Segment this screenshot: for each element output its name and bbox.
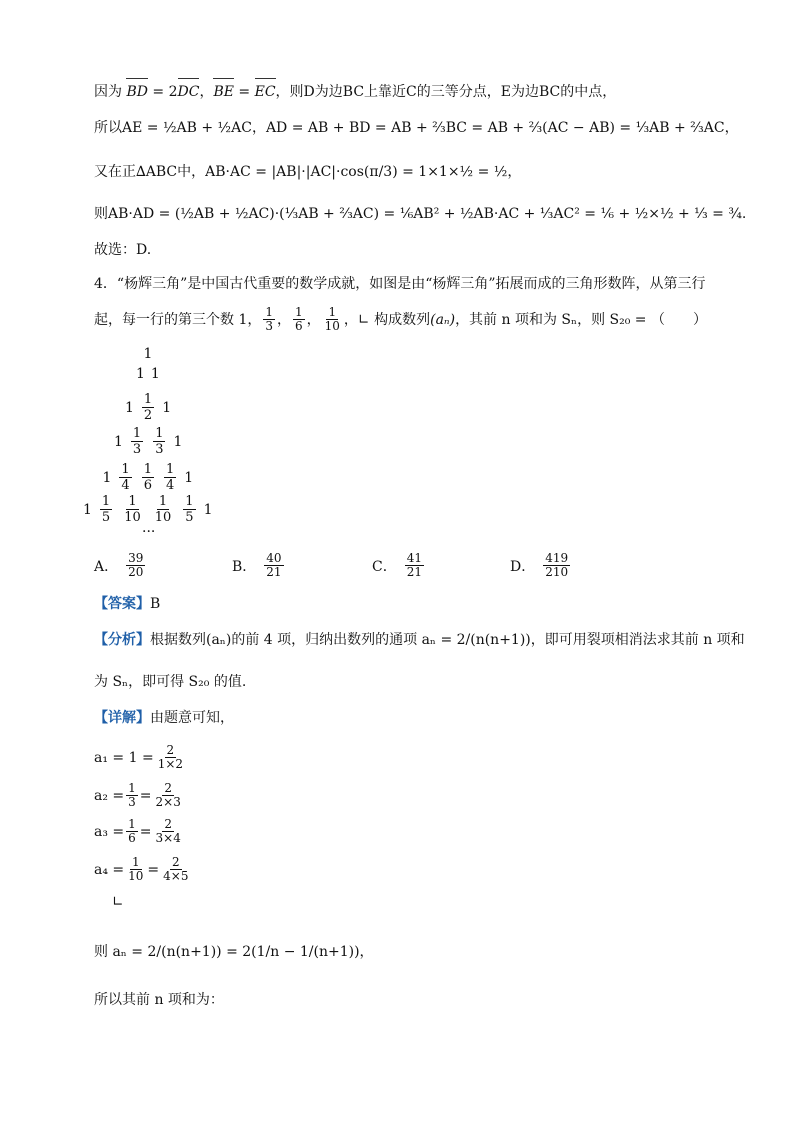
choice-b-fraction <box>264 552 283 579</box>
triangle-row-4 <box>114 426 182 457</box>
text-conclusion: ，则D为边BC上靠近C的三等分点，E为边BC的中点， <box>275 84 617 100</box>
triangle-ellipsis: ··· <box>142 524 156 540</box>
triangle-row-3 <box>125 392 171 423</box>
comma: ， <box>306 311 321 328</box>
solution-line-1 <box>94 82 616 102</box>
denominator: 210 <box>545 565 569 579</box>
triangle-cell: 1 <box>114 433 123 450</box>
answer-value: B <box>150 596 161 612</box>
detail-a4 <box>94 856 192 883</box>
triangle-cell: $\frac{1}{4}$ <box>165 462 175 493</box>
vector-be: BE <box>213 84 234 100</box>
text-in-triangle: 又在正∆ABC中， <box>94 164 206 180</box>
a4-mid-fraction <box>126 856 145 883</box>
eq-sign: = 2 <box>147 84 178 100</box>
equals: = <box>139 787 152 804</box>
text-then: 则 <box>94 206 108 222</box>
question-4-line-2 <box>94 306 707 333</box>
triangle-cell: 1 <box>173 433 183 450</box>
triangle-cell: $\frac{1}{10}$ <box>154 494 172 525</box>
vector-dc: DC <box>177 84 200 100</box>
a3-fraction <box>154 818 183 845</box>
triangle-cell: 1 <box>162 399 172 416</box>
denominator: 2×3 <box>155 795 181 809</box>
triangle-cell: 1 <box>136 366 145 382</box>
triangle-cell: 1 <box>203 501 213 518</box>
triangle-cell: 1 <box>102 469 112 486</box>
detail-tag: 【详解】 <box>94 710 150 726</box>
choice-c[interactable] <box>372 552 426 579</box>
fraction-1-6: $\frac{1}{6}$ <box>295 305 303 333</box>
eq-sign-2: = <box>233 84 255 100</box>
denominator: 6 <box>128 831 136 845</box>
choice-c-label: C． <box>372 558 397 575</box>
analysis-text-1: 根据数列(aₙ)的前 4 项，归纳出数列的通项 aₙ = 2/(n(n+1))，即可用裂项相消法求其前 n 项和 <box>150 632 745 648</box>
question-4-line-1 <box>94 274 706 294</box>
numerator: 419 <box>545 551 569 565</box>
general-term-equation: 则 aₙ = 2/(n(n+1)) = 2(1/n − 1/(n+1))， <box>94 944 374 960</box>
text-choose-d: 故选：D. <box>94 242 152 258</box>
choice-b-label: B． <box>232 558 257 575</box>
numerator: 2 <box>172 855 180 869</box>
numerator: 1 <box>128 781 136 795</box>
triangle-cell: $\frac{1}{2}$ <box>143 392 153 423</box>
choice-a[interactable] <box>94 552 147 579</box>
triangle-row-2 <box>136 366 160 382</box>
text-because: 因为 <box>94 84 122 100</box>
a2-mid-fraction <box>126 782 138 809</box>
question-4-text: 4．“杨辉三角”是中国古代重要的数学成就，如图是由“杨辉三角”拓展而成的三角形数阵，从第三行 <box>94 276 706 292</box>
denominator: 20 <box>128 565 144 579</box>
a1-lhs: a₁ = 1 = <box>94 749 154 766</box>
solution-line-4 <box>94 204 746 224</box>
separator: ， <box>199 84 214 100</box>
triangle-cell: 1 <box>150 366 160 382</box>
triangle-row-5 <box>103 462 194 493</box>
question-4-text-4: ，其前 n 项和为 Sₙ，则 S₂₀ = （ ） <box>455 311 707 328</box>
a4-fraction <box>161 856 190 883</box>
triangle-cell: $\frac{1}{5}$ <box>101 494 111 525</box>
a2-lhs: a₂ = <box>94 787 125 804</box>
final-text: 所以其前 n 项和为： <box>94 992 224 1008</box>
denominator: 1×2 <box>157 757 184 771</box>
general-term-line <box>94 942 374 962</box>
answer-tag: 【答案】 <box>94 596 150 612</box>
numerator: 40 <box>266 551 282 565</box>
question-4-text-2: 起，每一行的第三个数 1， <box>94 311 262 328</box>
question-4-text-3: ，∟ 构成数列 <box>343 311 431 328</box>
numerator: 1 <box>131 855 140 869</box>
solution-line-3 <box>94 162 521 182</box>
equation-dot-product: AB·AC = |AB|·|AC|·cos(π/3) = 1×1×½ = ½， <box>205 164 522 180</box>
triangle-cell: 1 <box>125 399 134 416</box>
triangle-cell: $\frac{1}{3}$ <box>155 426 164 457</box>
detail-a3 <box>94 818 185 845</box>
detail-dots <box>112 892 124 912</box>
numerator: 2 <box>166 743 175 757</box>
denominator: 10 <box>128 869 144 883</box>
analysis-text-2: 为 Sₙ，即可得 S₂₀ 的值. <box>94 674 247 690</box>
text-so: 所以 <box>94 120 122 136</box>
detail-a1 <box>94 744 187 771</box>
vector-ec: EC <box>254 84 276 100</box>
triangle-cell: $\frac{1}{6}$ <box>143 462 152 493</box>
denominator: 4×5 <box>163 869 189 883</box>
detail-text: 由题意可知， <box>150 710 234 726</box>
analysis-tag: 【分析】 <box>94 632 150 648</box>
fraction-1-3: $\frac{1}{3}$ <box>265 305 273 333</box>
a4-lhs: a₄ = <box>94 861 125 878</box>
solution-line-2 <box>94 118 739 138</box>
a1-fraction <box>156 744 185 771</box>
choice-b[interactable] <box>232 552 286 579</box>
analysis-line-2 <box>94 672 246 692</box>
detail-line <box>94 708 234 728</box>
numerator: 2 <box>164 817 172 831</box>
choice-c-fraction <box>405 552 424 579</box>
triangle-cell: $\frac{1}{5}$ <box>185 494 194 525</box>
numerator: 1 <box>128 817 136 831</box>
triangle-cell: $\frac{1}{4}$ <box>121 462 130 493</box>
denominator: 21 <box>266 565 282 579</box>
choice-d[interactable] <box>510 552 572 579</box>
final-line <box>94 990 224 1010</box>
triangle-row-1 <box>144 346 153 362</box>
fraction-1-10: $\frac{1}{10}$ <box>324 305 340 333</box>
a3-lhs: a₃ = <box>94 823 125 840</box>
a3-mid-fraction <box>126 818 138 845</box>
equation-ab-ad: AB·AD = (½AB + ½AC)·(⅓AB + ⅔AC) = ⅙AB² + ½AB·AC + ⅓AC² = ⅙ + ½×½ + ⅓ = ¾. <box>108 206 747 222</box>
continuation-mark: ∟ <box>112 894 124 910</box>
triangle-cell: 1 <box>143 346 153 362</box>
numerator: 41 <box>406 551 422 565</box>
triangle-cell: 1 <box>83 501 92 518</box>
triangle-cell: $\frac{1}{3}$ <box>132 426 142 457</box>
comma: ， <box>277 311 291 328</box>
choice-a-fraction <box>126 552 145 579</box>
equals: = <box>139 823 152 840</box>
equation-ae-ad: AE = ½AB + ½AC，AD = AB + BD = AB + ⅔BC = AB + ⅔(AC − AB) = ⅓AB + ⅔AC， <box>122 120 739 136</box>
choose-answer-line <box>94 240 151 260</box>
numerator: 39 <box>128 551 144 565</box>
sequence-an: (aₙ) <box>430 311 456 328</box>
choice-d-fraction <box>543 552 570 579</box>
vector-bd: BD <box>126 84 148 100</box>
denominator: 3×4 <box>155 831 181 845</box>
a2-fraction <box>154 782 183 809</box>
detail-a2 <box>94 782 185 809</box>
analysis-line-1 <box>94 630 745 650</box>
choice-a-label: A． <box>94 558 119 575</box>
equals: = <box>147 861 160 878</box>
denominator: 3 <box>128 795 136 809</box>
answer-line <box>94 594 160 614</box>
triangle-cell: 1 <box>184 469 194 486</box>
triangle-row-6 <box>83 494 213 525</box>
triangle-cell: $\frac{1}{10}$ <box>124 494 141 525</box>
choice-d-label: D． <box>510 558 536 575</box>
denominator: 21 <box>406 565 422 579</box>
numerator: 2 <box>164 781 172 795</box>
